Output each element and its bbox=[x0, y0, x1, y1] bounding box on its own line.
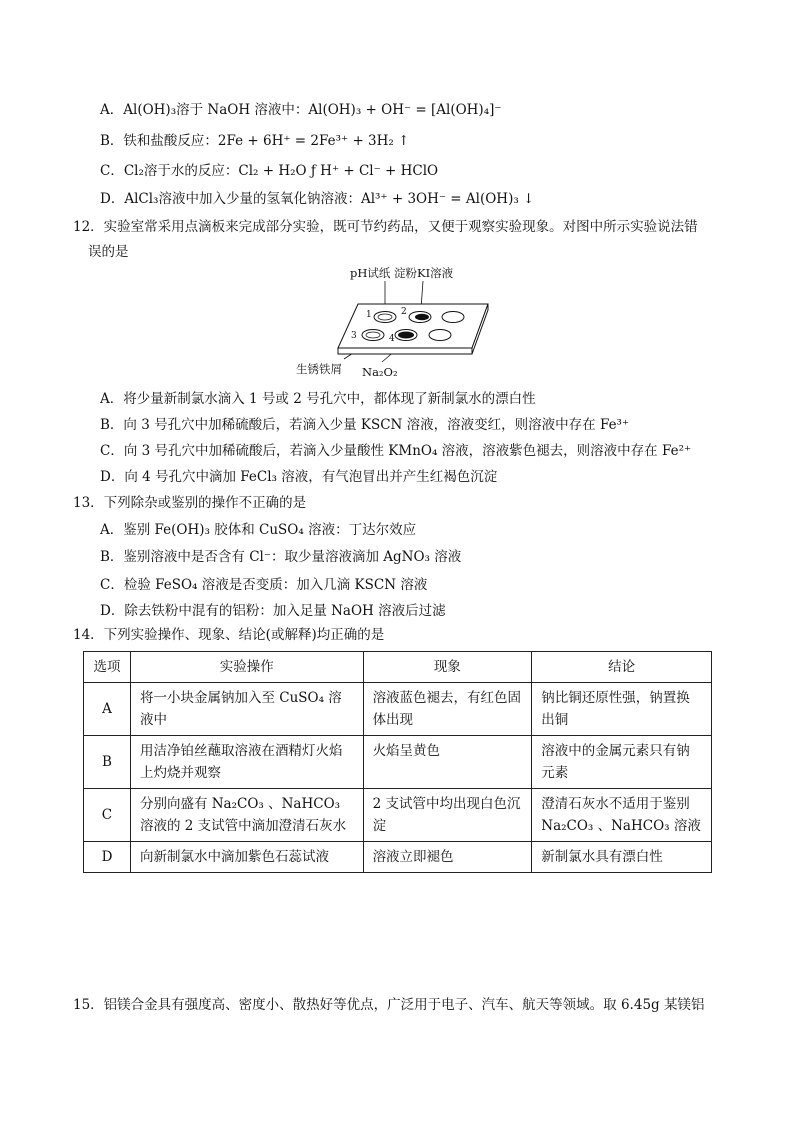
q12-option-c: C．向 3 号孔穴中加稀硫酸后，若滴入少量酸性 KMnO₄ 溶液，溶液紫色褪去，则溶液中存在 Fe²⁺ bbox=[100, 443, 692, 459]
table-row bbox=[84, 842, 712, 873]
q13-option-c: C．检验 FeSO₄ 溶液是否变质：加入几滴 KSCN 溶液 bbox=[100, 577, 428, 593]
q13-stem: 13．下列除杂或鉴别的操作不正确的是 bbox=[73, 495, 307, 511]
row-phenomenon: 火焰呈黄色 bbox=[363, 736, 532, 789]
q13-option-a: A．鉴别 Fe(OH)₃ 胶体和 CuSO₄ 溶液：丁达尔效应 bbox=[100, 522, 417, 538]
q12-option-b: B．向 3 号孔穴中加稀硫酸后，若滴入少量 KSCN 溶液，溶液变红，则溶液中存在 Fe³⁺ bbox=[100, 417, 630, 433]
row-phenomenon: 溶液蓝色褪去，有红色固体出现 bbox=[363, 683, 532, 736]
figure-label-top: pH试纸 淀粉KI溶液 bbox=[350, 266, 454, 280]
table-row bbox=[84, 789, 712, 842]
well-number-2: 2 bbox=[401, 307, 407, 317]
q15-stem: 15．铝镁合金具有强度高、密度小、散热好等优点，广泛用于电子、汽车、航天等领域。取 6.45g 某镁铝 bbox=[73, 997, 705, 1013]
row-conclusion: 溶液中的金属元素只有钠元素 bbox=[532, 736, 712, 789]
row-operation: 分别向盛有 Na₂CO₃ 、NaHCO₃ 溶液的 2 支试管中滴加澄清石灰水 bbox=[130, 789, 363, 842]
table-header-row bbox=[84, 652, 712, 683]
well-number-1: 1 bbox=[366, 310, 372, 320]
row-conclusion: 澄清石灰水不适用于鉴别 Na₂CO₃ 、NaHCO₃ 溶液 bbox=[532, 789, 712, 842]
figure-label-bottom-left: 生锈铁屑 bbox=[296, 362, 342, 376]
q11-option-a: A．Al(OH)₃溶于 NaOH 溶液中：Al(OH)₃ + OH⁻ = [Al(OH)₄]⁻ bbox=[100, 102, 502, 118]
spot-plate-figure bbox=[296, 262, 500, 382]
row-phenomenon: 溶液立即褪色 bbox=[363, 842, 532, 873]
row-option: B bbox=[84, 736, 131, 789]
q13-option-d: D．除去铁粉中混有的铝粉：加入足量 NaOH 溶液后过滤 bbox=[100, 603, 446, 619]
q12-stem-line1: 12．实验室常采用点滴板来完成部分实验，既可节约药品，又便于观察实验现象。对图中所示实验说法错 bbox=[73, 219, 698, 235]
q11-option-c: C．Cl₂溶于水的反应：Cl₂ + H₂O ƒ H⁺ + Cl⁻ + HClO bbox=[100, 163, 439, 179]
table-row bbox=[84, 736, 712, 789]
row-operation: 向新制氯水中滴加紫色石蕊试液 bbox=[130, 842, 363, 873]
row-option: A bbox=[84, 683, 131, 736]
q11-option-b: B．铁和盐酸反应：2Fe + 6H⁺ = 2Fe³⁺ + 3H₂ ↑ bbox=[100, 133, 410, 149]
row-operation: 用洁净铂丝蘸取溶液在酒精灯火焰上灼烧并观察 bbox=[130, 736, 363, 789]
q12-option-d: D．向 4 号孔穴中滴加 FeCl₃ 溶液，有气泡冒出并产生红褐色沉淀 bbox=[100, 469, 498, 485]
table-row bbox=[84, 683, 712, 736]
well-number-3: 3 bbox=[351, 331, 357, 341]
header-operation: 实验操作 bbox=[130, 652, 363, 683]
q12-option-a: A．将少量新制氯水滴入 1 号或 2 号孔穴中，都体现了新制氯水的漂白性 bbox=[100, 391, 536, 407]
row-conclusion: 新制氯水具有漂白性 bbox=[532, 842, 712, 873]
row-option: D bbox=[84, 842, 131, 873]
header-option: 选项 bbox=[84, 652, 131, 683]
row-conclusion: 钠比铜还原性强，钠置换出铜 bbox=[532, 683, 712, 736]
row-operation: 将一小块金属钠加入至 CuSO₄ 溶液中 bbox=[130, 683, 363, 736]
q12-stem-line2: 误的是 bbox=[88, 244, 129, 260]
q14-table bbox=[83, 651, 712, 873]
row-phenomenon: 2 支试管中均出现白色沉淀 bbox=[363, 789, 532, 842]
header-conclusion: 结论 bbox=[532, 652, 712, 683]
well-number-4: 4 bbox=[389, 334, 395, 344]
header-phenomenon: 现象 bbox=[363, 652, 532, 683]
row-option: C bbox=[84, 789, 131, 842]
q11-option-d: D．AlCl₃溶液中加入少量的氢氧化钠溶液：Al³⁺ + 3OH⁻ = Al(OH)₃ ↓ bbox=[100, 191, 535, 207]
figure-label-bottom-right: Na₂O₂ bbox=[362, 365, 398, 379]
q13-option-b: B．鉴别溶液中是否含有 Cl⁻：取少量溶液滴加 AgNO₃ 溶液 bbox=[100, 549, 462, 565]
q14-stem: 14．下列实验操作、现象、结论(或解释)均正确的是 bbox=[73, 627, 385, 643]
